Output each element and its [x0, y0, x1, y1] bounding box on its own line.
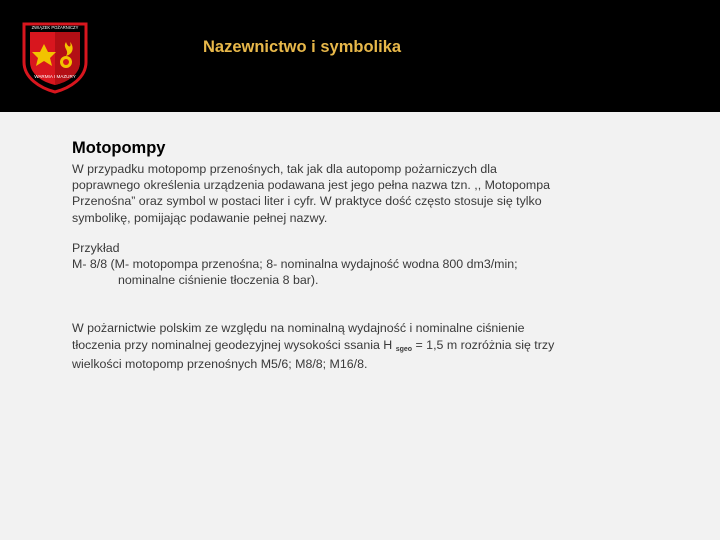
- subscript-sgeo: sgeo: [395, 345, 413, 353]
- logo-text-top: ZWIĄZEK POŻARNICZY: [31, 25, 79, 30]
- example-paragraph: [72, 240, 652, 289]
- slide-title: Nazewnictwo i symbolika: [203, 38, 402, 56]
- slide-content: [72, 138, 652, 372]
- example-label: Przykład: [72, 240, 120, 255]
- outro-text-start: tłoczenia przy nominalnej geodezyjnej wysokości ssania H: [72, 337, 393, 352]
- outro-line: wielkości motopomp przenośnych M5/6; M8/8; M16/8.: [72, 356, 368, 371]
- logo-text-bottom: WARMIA I MAZURY: [34, 74, 76, 79]
- intro-line: Przenośna” oraz symbol w postaci liter i cyfr. W praktyce dość często stosuje się tylko: [72, 194, 542, 209]
- outro-text-end: = 1,5 m rozróżnia się trzy: [412, 337, 555, 352]
- fire-brigade-emblem-icon: [18, 18, 92, 94]
- intro-line: poprawnego określenia urządzenia podawana jest jego pełna nazwa tzn. ,, Motopompa: [72, 178, 551, 193]
- intro-paragraph: [72, 161, 652, 226]
- intro-line: symbolikę, pomijając podawanie pełnej nazwy.: [72, 210, 328, 225]
- example-line-indented: nominalne ciśnienie tłoczenia 8 bar).: [118, 273, 319, 288]
- slide-header: [0, 0, 720, 112]
- section-heading: Motopompy: [72, 139, 166, 157]
- outro-paragraph: [72, 320, 652, 372]
- intro-line: W przypadku motopomp przenośnych, tak jak dla autopomp pożarniczych dla: [72, 162, 497, 176]
- outro-line: [72, 337, 652, 356]
- example-line: M- 8/8 (M- motopompa przenośna; 8- nominalna wydajność wodna 800 dm3/min;: [72, 257, 518, 272]
- outro-line: W pożarnictwie polskim ze względu na nominalną wydajność i nominalne ciśnienie: [72, 321, 525, 336]
